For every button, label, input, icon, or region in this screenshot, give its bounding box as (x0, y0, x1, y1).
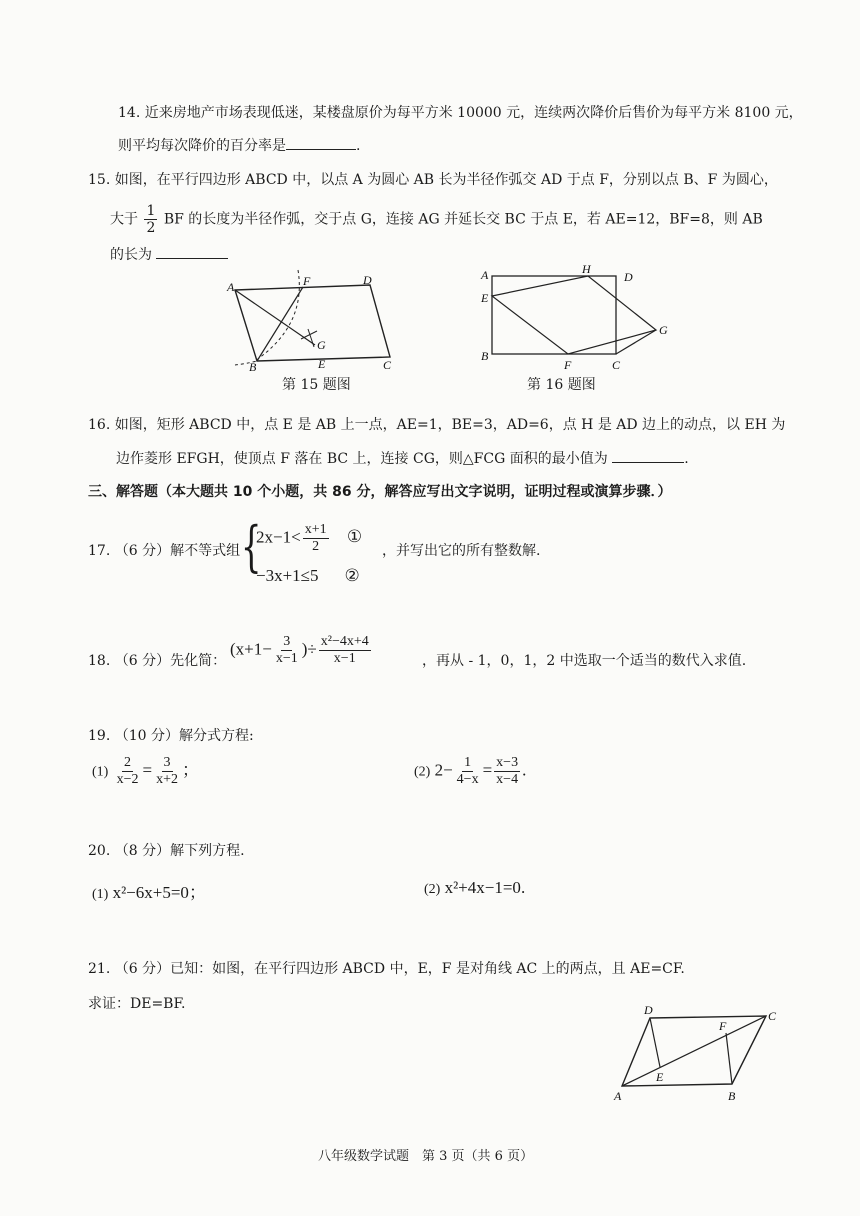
q18-expression: (x+1− $\frac{3}{x-1}$ )÷ $\frac{\text{x²−4x+4}}{x-1}$ (230, 634, 369, 666)
q17-brace: { (240, 515, 262, 578)
fig16-label-f: F (564, 358, 572, 372)
q15-answer-blank[interactable] (156, 244, 228, 259)
q16-figure (478, 262, 678, 374)
q20-title: 20. （8 分）解下列方程. (88, 843, 245, 859)
q20-part-1: (1) x²−6x+5=0； (92, 883, 206, 902)
fig15-label-g: G (317, 338, 326, 352)
section-3-heading: 三、解答题（本大题共 10 个小题，共 86 分，解答应写出文字说明，证明过程或演算步骤．） (88, 484, 672, 500)
fig15-label-b: B (249, 360, 257, 374)
q16-caption: 第 16 题图 (527, 377, 596, 393)
q16-line2: 边作菱形 EFGH，使顶点 F 落在 BC 上，连接 CG，则△FCG 面积的最小值为 . (116, 448, 689, 469)
fig15-label-d: D (363, 273, 372, 287)
fig21-label-c: C (768, 1009, 777, 1023)
q14-text: 则平均每次降价的百分率是 (118, 138, 286, 154)
fig21-label-d: D (644, 1003, 653, 1017)
q15-caption: 第 15 题图 (282, 377, 351, 393)
q15-line2: 大于 $\frac{1}{2}$ BF 的长度为半径作弧，交于点 G，连接 AG 并延长交 BC 于点 E，若 AE=12，BF=8，则 AB (110, 203, 763, 236)
q21-line2: 求证：DE=BF. (88, 996, 186, 1012)
q15-line1: 15. 如图，在平行四边形 ABCD 中，以点 A 为圆心 AB 长为半径作弧交 AD 于点 F，分别以点 B、F 为圆心， (88, 172, 778, 188)
fig16-label-d: D (624, 270, 633, 284)
fig16-label-b: B (481, 349, 489, 363)
q21-figure (608, 1000, 788, 1110)
q14-answer-blank[interactable] (286, 135, 356, 150)
fig16-label-c: C (612, 358, 621, 372)
q15-line3: 的长为 (110, 244, 228, 265)
q20-part-2: (2) x²+4x−1=0. (424, 878, 526, 897)
fig15-label-c: C (383, 358, 392, 372)
page-footer: 八年级数学试题 第 3 页（共 6 页） (318, 1149, 534, 1164)
q17-inequality-2: −3x+1≤5 ② (256, 566, 360, 585)
fig16-label-a: A (481, 268, 489, 282)
q18-suffix: ，再从 - 1，0，1，2 中选取一个适当的数代入求值. (422, 653, 747, 669)
q14-line2: 则平均每次降价的百分率是 . (118, 135, 360, 156)
q14-line1: 14. 近来房地产市场表现低迷，某楼盘原价为每平方米 10000 元，连续两次降价后售价为每平方米 8100 元， (118, 105, 803, 121)
q17-suffix: ，并写出它的所有整数解. (382, 543, 541, 559)
q21-line1: 21. （6 分）已知：如图，在平行四边形 ABCD 中，E，F 是对角线 AC 上的两点，且 AE=CF. (88, 961, 685, 977)
q16-line1: 16. 如图，矩形 ABCD 中，点 E 是 AB 上一点，AE=1，BE=3，AD=6，点 H 是 AD 边上的动点，以 EH 为 (88, 417, 786, 433)
fig16-label-h: H (582, 262, 591, 276)
fig15-label-e: E (318, 357, 326, 371)
q17-inequality-1: 2x−1< $\frac{x+1}{2}$ ① (256, 522, 363, 554)
fig16-label-g: G (659, 323, 668, 337)
q16-answer-blank[interactable] (612, 448, 684, 463)
fig15-label-a: A (227, 280, 235, 294)
q19-part-2: (2) 2− $\frac{1}{4-x}$ = $\frac{x-3}{x-4}$ . (414, 755, 527, 787)
fig15-label-f: F (303, 274, 311, 288)
fig21-label-b: B (728, 1089, 736, 1103)
q17-prefix: 17. （6 分）解不等式组 (88, 543, 241, 559)
fig21-label-e: E (656, 1070, 664, 1084)
fig21-label-f: F (719, 1019, 727, 1033)
q19-title: 19. （10 分）解分式方程: (88, 728, 254, 744)
fig16-label-e: E (481, 291, 489, 305)
fig21-label-a: A (614, 1089, 622, 1103)
q18-prefix: 18. （6 分）先化简： (88, 653, 227, 669)
q19-part-1: (1) $\frac{2}{x-2}$ = $\frac{3}{x+2}$ ； (92, 755, 199, 787)
q15-half-fraction: $\frac{1}{2}$ (146, 203, 156, 236)
q15-figure (225, 265, 405, 375)
